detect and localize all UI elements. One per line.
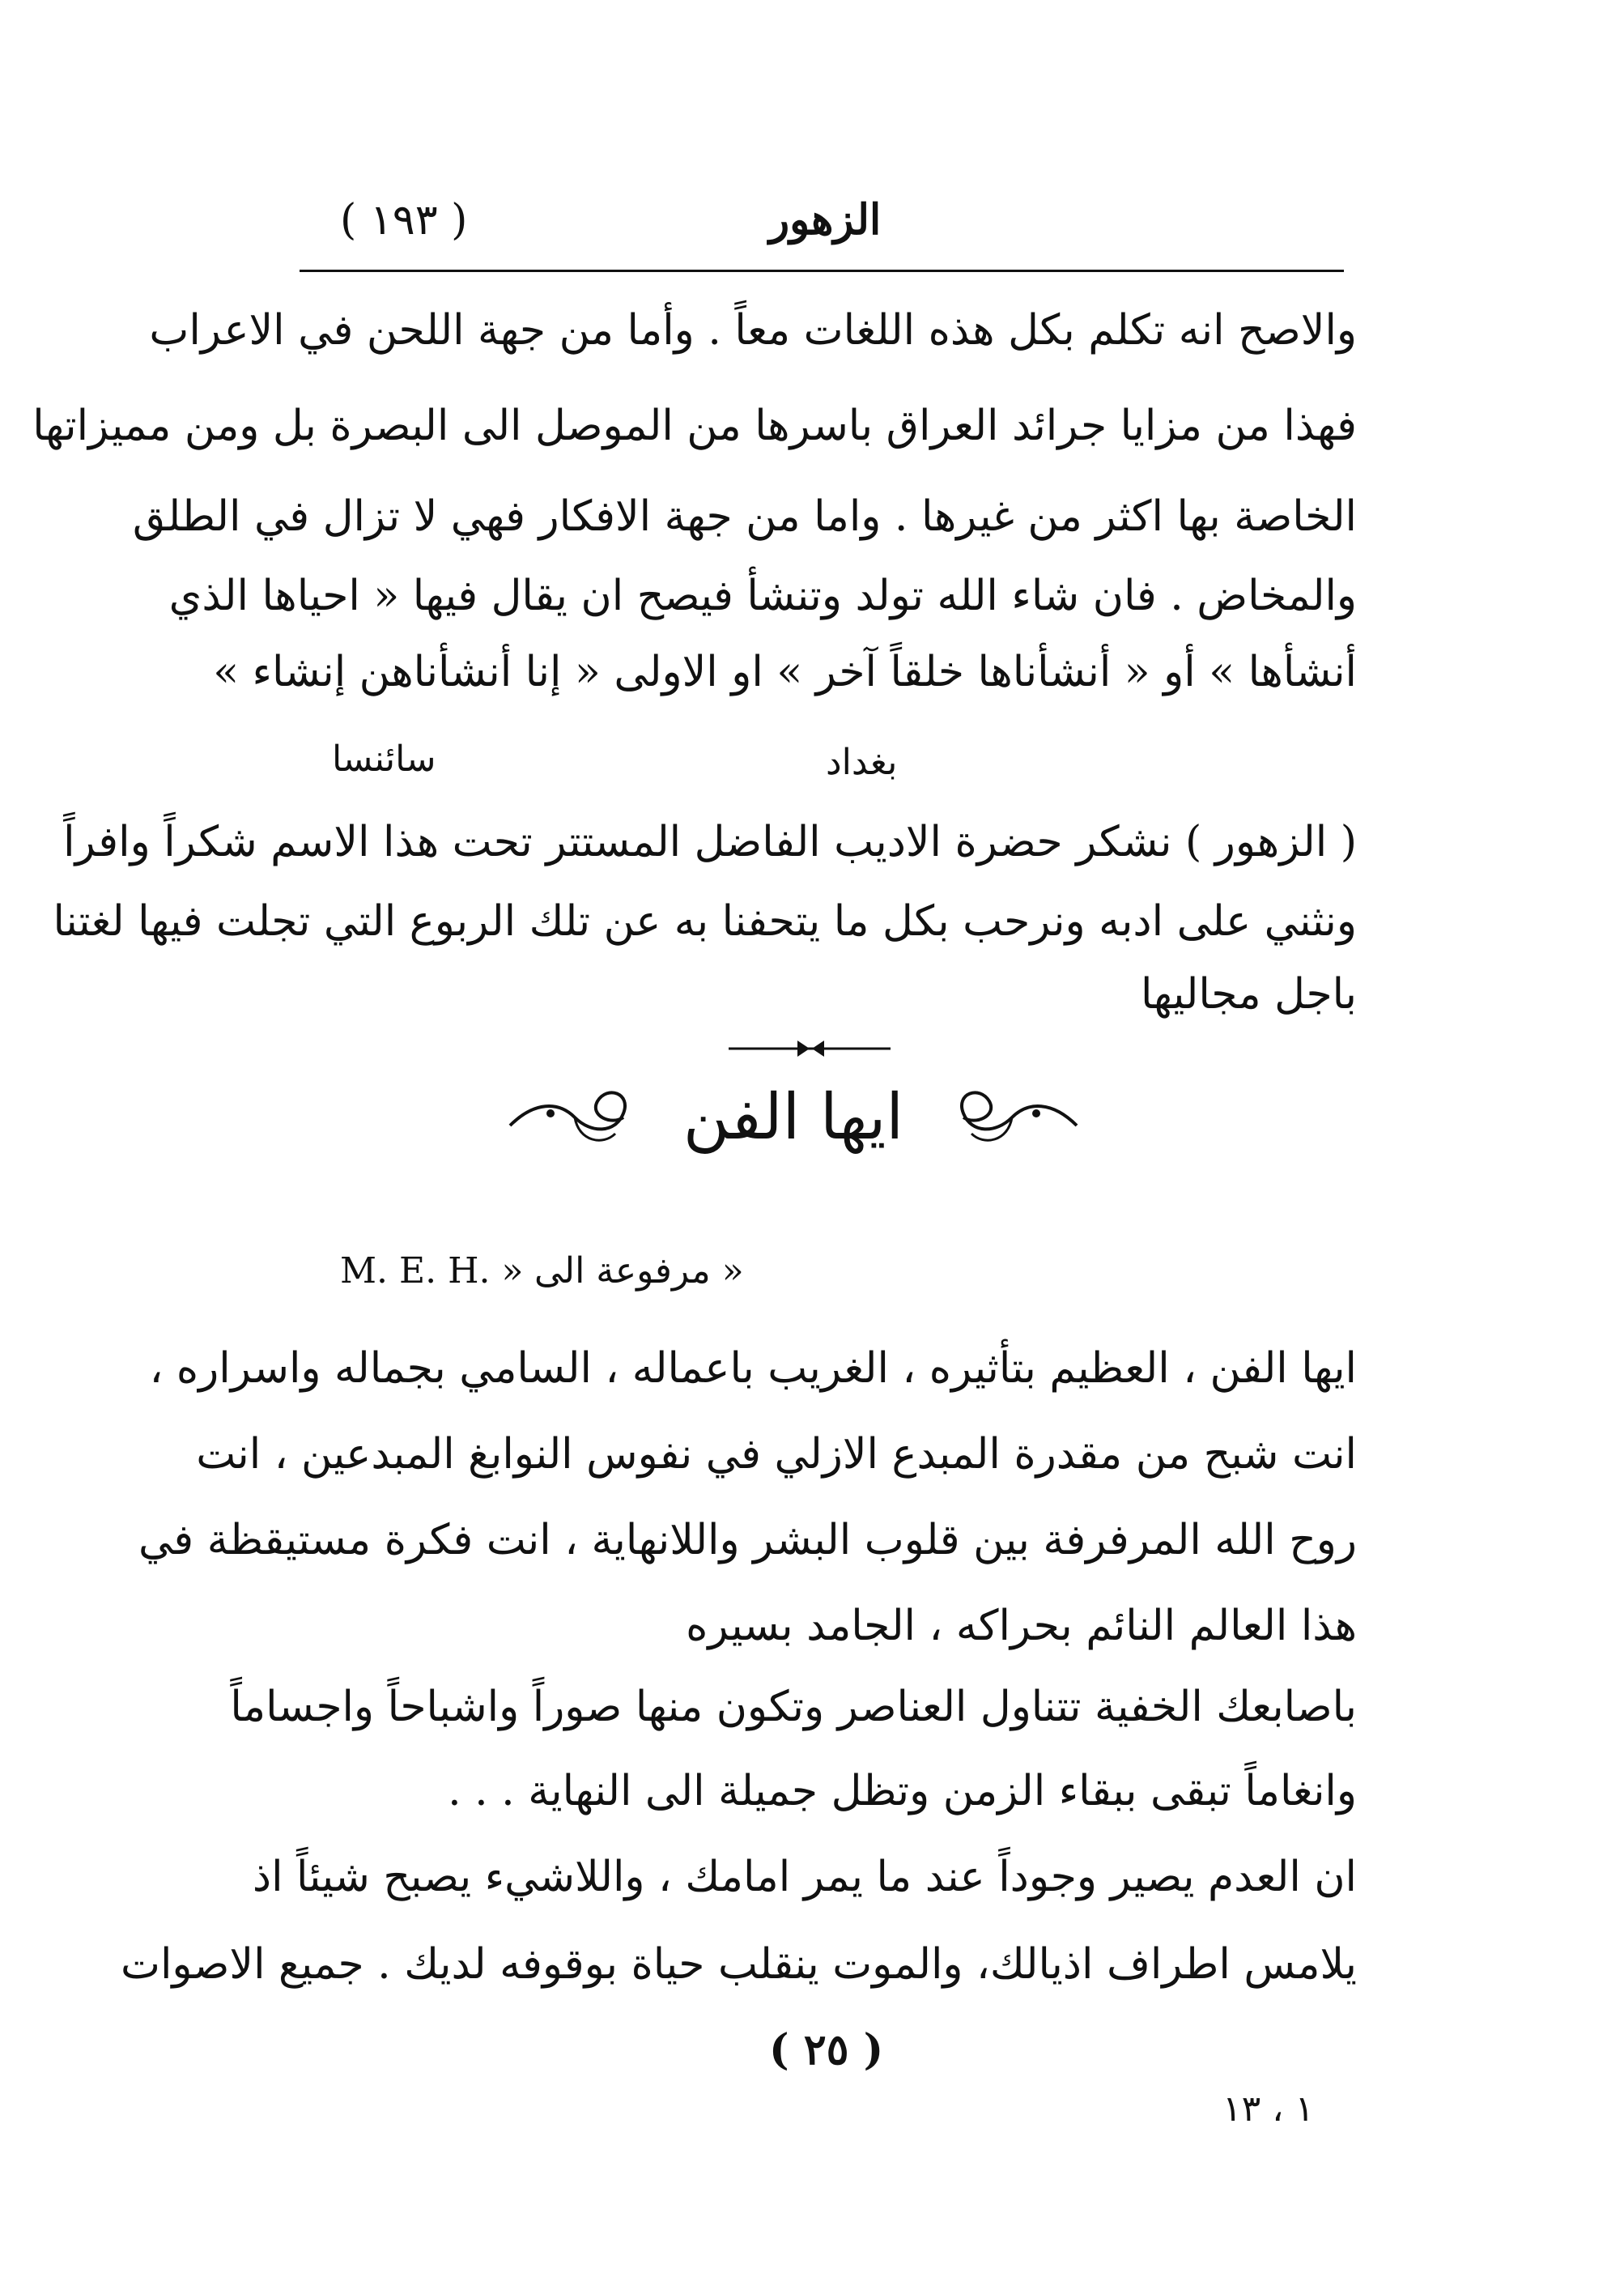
running-title: الزهور — [769, 195, 882, 245]
text-line: انت شبح من مقدرة المبدع الازلي في نفوس النوابغ المبدعين ، انت — [196, 1430, 1357, 1479]
editor-note-line: ( الزهور ) نشكر حضرة الاديب الفاضل المستتر تحت هذا الاسم شكراً وافراً — [63, 818, 1357, 866]
text-line: يلامس اطراف اذيالك، والموت ينقلب حياة بوقوفه لديك . جميع الاصوات — [121, 1940, 1357, 1989]
header-rule — [300, 270, 1344, 272]
text-line: فهذا من مزايا جرائد العراق باسرها من الموصل الى البصرة بل ومن مميزاتها — [32, 402, 1357, 450]
signature-name: سائنسا — [332, 738, 436, 780]
volume-mark: ١ ، ١٣ — [1222, 2088, 1315, 2130]
text-line: هذا العالم النائم بحراكه ، الجامد بسيره — [686, 1602, 1357, 1650]
editor-note-line: ونثني على ادبه ونرحب بكل ما يتحفنا به عن تلك الربوع التي تجلت فيها لغتنا — [53, 897, 1357, 946]
page-number: ( ١٩٣ ) — [340, 196, 468, 245]
text-line: والاصح انه تكلم بكل هذه اللغات معاً . وأما من جهة اللحن في الاعراب — [149, 306, 1357, 355]
text-line: أنشأها » أو « أنشأناها خلقاً آخر » او الاولى « إنا أنشأناهن إنشاء » — [213, 648, 1357, 696]
text-line: ان العدم يصير وجوداً عند ما يمر امامك ، واللاشيء يصبح شيئاً اذ — [252, 1853, 1357, 1901]
signature-place: بغداد — [826, 742, 898, 783]
dedication-name: M. E. H. » — [340, 1250, 524, 1292]
text-line: ايها الفن ، العظيم بتأثيره ، الغريب باعماله ، السامي بجماله واسراره ، — [149, 1344, 1357, 1393]
text-line: والمخاض . فان شاء الله تولد وتنشأ فيصح ان يقال فيها « احياها الذي — [168, 572, 1357, 620]
text-line: باصابعك الخفية تتناول العناصر وتكون منها صوراً واشباحاً واجساماً — [230, 1683, 1357, 1731]
text-line: الخاصة بها اكثر من غيرها . واما من جهة الافكار فهي لا تزال في الطلق — [132, 492, 1357, 541]
text-line: روح الله المرفرفة بين قلوب البشر واللانهاية ، انت فكرة مستيقظة في — [138, 1516, 1357, 1564]
editor-note-line: باجل مجاليها — [1141, 970, 1357, 1019]
dedication-prefix: « مرفوعة الى — [534, 1250, 744, 1292]
section-divider-ornament — [729, 1032, 891, 1065]
article-title: ايها الفن — [682, 1081, 904, 1154]
signature-mark: ( ٢٥ ) — [769, 2025, 884, 2075]
text-line: وانغاماً تبقى ببقاء الزمن وتظل جميلة الى النهاية . . . — [448, 1767, 1357, 1815]
article-title-block — [502, 1069, 1085, 1166]
